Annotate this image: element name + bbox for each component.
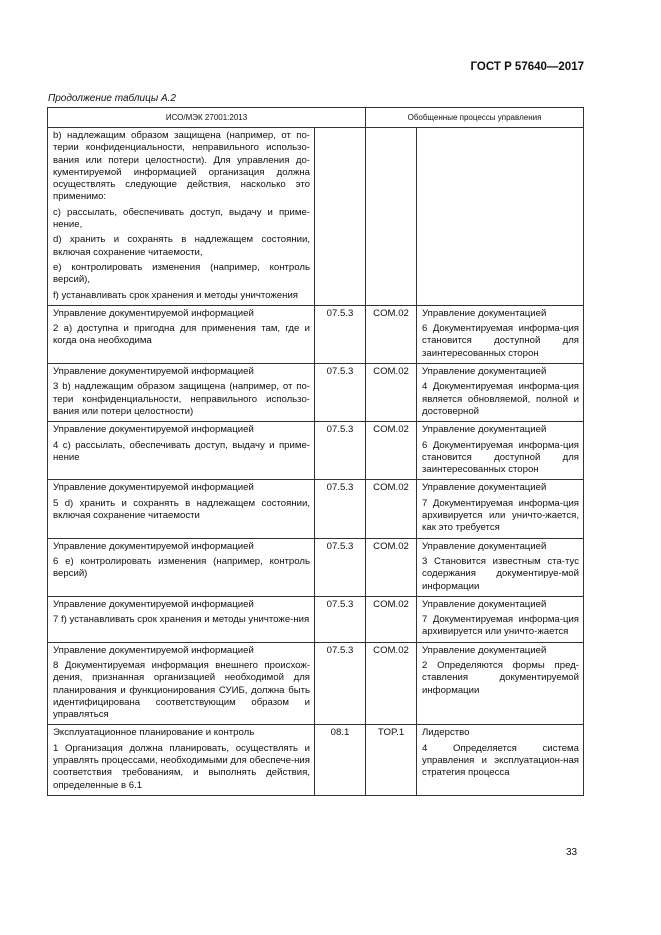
requirement-cell <box>48 596 315 642</box>
clause-cell: 07.5.3 <box>315 642 366 725</box>
requirement-title: Управление документируемой информацией <box>53 366 254 378</box>
table-row <box>48 480 584 538</box>
table-row <box>48 422 584 480</box>
table-row <box>48 538 584 596</box>
process-text: 4 Документируемая информа-ция является обновляемой, полной и достоверной <box>422 381 579 417</box>
requirement-text: 1 Организация должна планировать, осуществлять и управлять процессами, необходимыми для обеспече-ния соответствия требованиям, и выполнять действия, определенные в 6.1 <box>53 742 310 791</box>
requirement-cell <box>48 305 315 363</box>
process-title: Управление документацией <box>422 482 547 494</box>
clause-cell: 07.5.3 <box>315 538 366 596</box>
requirement-cell <box>48 480 315 538</box>
clause-cell: 07.5.3 <box>315 364 366 422</box>
requirement-cell <box>48 364 315 422</box>
process-title: Управление документацией <box>422 598 547 610</box>
requirement-line: d) хранить и сохранять в надлежащем состоянии, включая сохранение читаемости, <box>53 234 310 258</box>
table-row <box>48 128 584 306</box>
requirement-text: 4 с) рассылать, обеспечивать доступ, выдачу и приме-нение <box>53 439 310 463</box>
process-text: 7 Документируемая информа-ция архивируется или уничто-жается, как это требуется <box>422 497 579 534</box>
process-text: 3 Становится известным ста-тус содержания документируе-мой информации <box>422 555 579 592</box>
process-title: Управление документацией <box>422 307 547 319</box>
code-cell: COM.02 <box>366 642 417 725</box>
code-cell: COM.02 <box>366 422 417 480</box>
code-cell <box>366 128 417 306</box>
table-row <box>48 364 584 422</box>
table-row <box>48 642 584 725</box>
process-cell <box>417 642 584 725</box>
code-cell: COM.02 <box>366 596 417 642</box>
requirement-cell <box>48 642 315 725</box>
code-cell: TOP.1 <box>366 725 417 795</box>
clause-cell: 08.1 <box>315 725 366 795</box>
table-row <box>48 305 584 363</box>
process-cell <box>417 305 584 363</box>
requirement-title: Эксплуатационное планирование и контроль <box>53 727 255 739</box>
requirement-text: 2 а) доступна и пригодна для применения там, где и когда она необходима <box>53 323 310 347</box>
process-text: 7 Документируемая информа-ция архивируется или уничто-жается <box>422 614 579 638</box>
process-text: 6 Документируемая информа-ция становится доступной для заинтересованных сторон <box>422 439 579 476</box>
document-id: ГОСТ Р 57640—2017 <box>470 61 584 73</box>
process-cell <box>417 364 584 422</box>
table-caption: Продолжение таблицы А.2 <box>48 93 176 104</box>
requirement-text: 3 b) надлежащим образом защищена (например, от по-тери конфиденциальности, неправильного использо-вания или потери целостности) <box>53 381 310 417</box>
requirement-cell <box>48 422 315 480</box>
process-cell <box>417 422 584 480</box>
requirement-line: e) контролировать изменения (например, контроль версий), <box>53 261 310 286</box>
requirement-title: Управление документируемой информацией <box>53 598 254 610</box>
requirement-cell <box>48 538 315 596</box>
table-row <box>48 596 584 642</box>
table-header-row <box>48 108 584 128</box>
process-cell <box>417 596 584 642</box>
code-cell: COM.02 <box>366 538 417 596</box>
col-header-iso: ИСО/МЭК 27001:2013 <box>48 108 366 128</box>
process-text: 4 Определяется система управления и эксплуатацион-ная стратегия процесса <box>422 742 579 779</box>
code-cell: COM.02 <box>366 305 417 363</box>
table-row <box>48 725 584 795</box>
process-cell <box>417 725 584 795</box>
requirement-line: b) надлежащим образом защищена (например, от по-терии конфиденциальности, неправильного использо-вания или потери целостности). Для управления до-кументируемой информацией организация должна осуществлять следующие действия, насколько это применимо: <box>53 130 310 203</box>
requirement-text: 8 Документируемая информация внешнего происхож-дения, признанная организацией необходимой для планирования и функционирования СУИБ, должна быть идентифицирована соответствующим образом и управляться <box>53 659 310 721</box>
process-cell <box>417 538 584 596</box>
requirement-cell <box>48 725 315 795</box>
requirement-title: Управление документируемой информацией <box>53 424 254 436</box>
comparison-table <box>47 107 584 796</box>
requirement-title: Управление документируемой информацией <box>53 307 254 319</box>
requirement-text: 5 d) хранить и сохранять в надлежащем состоянии, включая сохранение читаемости <box>53 497 310 522</box>
clause-cell <box>315 128 366 306</box>
col-header-processes: Обобщенные процессы управления <box>366 108 584 128</box>
process-title: Управление документацией <box>422 424 547 436</box>
process-title: Управление документацией <box>422 540 547 552</box>
process-cell <box>417 480 584 538</box>
requirement-cell <box>48 128 315 306</box>
process-title: Управление документацией <box>422 644 547 656</box>
code-cell: COM.02 <box>366 480 417 538</box>
code-cell: COM.02 <box>366 364 417 422</box>
process-text: 2 Определяются формы пред-ставления документируемой информации <box>422 659 579 696</box>
process-text: 6 Документируемая информа-ция становится доступной для заинтересованных сторон <box>422 323 579 359</box>
requirement-text: 6 е) контролировать изменения (например, контроль версий) <box>53 555 310 580</box>
process-cell <box>417 128 584 306</box>
requirement-text: 7 f) устанавливать срок хранения и методы уничтоже-ния <box>53 614 310 626</box>
process-title: Лидерство <box>422 727 470 739</box>
page-number: 33 <box>566 847 578 858</box>
requirement-line: f) устанавливать срок хранения и методы уничтожения <box>53 289 299 301</box>
clause-cell: 07.5.3 <box>315 422 366 480</box>
requirement-title: Управление документируемой информацией <box>53 482 254 494</box>
clause-cell: 07.5.3 <box>315 305 366 363</box>
requirement-title: Управление документируемой информацией <box>53 540 254 552</box>
clause-cell: 07.5.3 <box>315 480 366 538</box>
process-title: Управление документацией <box>422 366 547 378</box>
requirement-title: Управление документируемой информацией <box>53 644 254 656</box>
requirement-line: c) рассылать, обеспечивать доступ, выдачу и приме-нение, <box>53 206 310 231</box>
clause-cell: 07.5.3 <box>315 596 366 642</box>
